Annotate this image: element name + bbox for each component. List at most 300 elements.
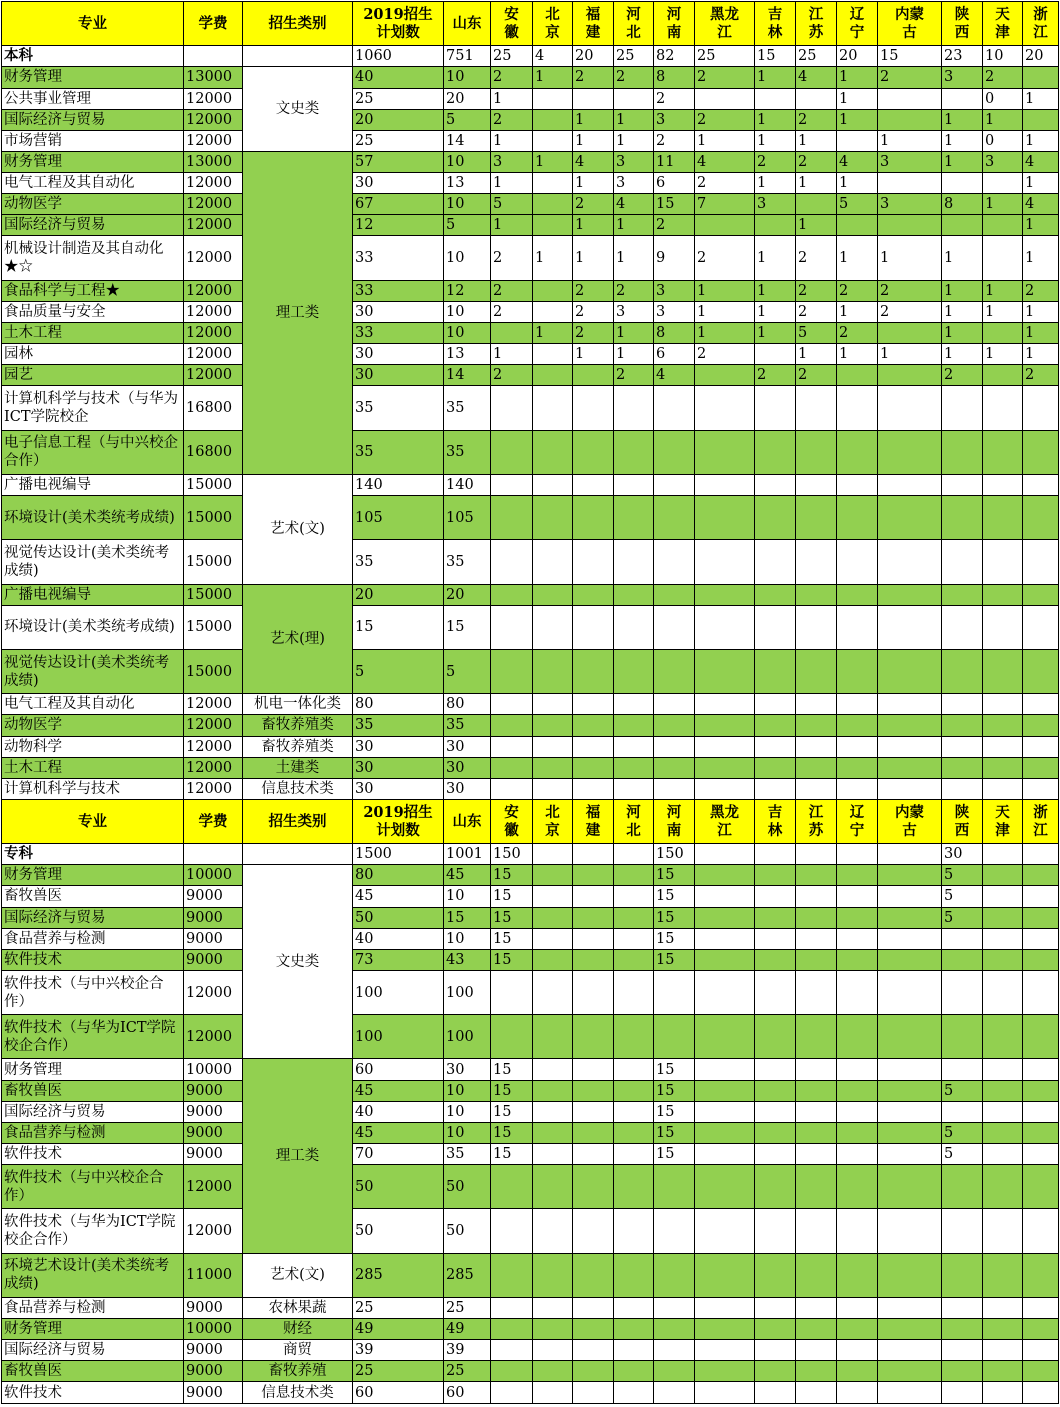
quota-cell [573,928,614,949]
quota-cell [573,1122,614,1143]
header-plan-total: 2019招生 计划数 [353,799,444,843]
quota-cell [942,1209,983,1253]
quota-cell [491,322,533,343]
table-row [2,865,1059,886]
quota-cell [654,778,695,799]
quota-cell [614,715,654,736]
quota-cell [654,584,695,605]
quota-cell: 15 [491,949,533,970]
quota-cell [942,1361,983,1382]
quota-cell: 10 [444,1080,491,1101]
quota-cell: 2 [654,130,695,151]
quota-cell [796,865,837,886]
category-cell: 艺术(文) [243,474,353,584]
quota-cell: 1 [796,215,837,236]
quota-cell [878,1015,942,1059]
header-neimenggu: 内蒙 古 [878,799,942,843]
quota-cell: 15 [654,1122,695,1143]
summary-cell: 25 [695,46,755,67]
summary-cell [837,844,878,865]
tuition-cell: 16800 [184,386,243,430]
quota-cell [491,1382,533,1404]
quota-cell [878,1382,942,1404]
quota-cell: 1 [942,344,983,365]
quota-cell [755,474,796,495]
major-name: 财务管理 [2,1319,184,1340]
quota-cell [837,584,878,605]
table-row [2,1101,1059,1122]
quota-cell: 140 [444,474,491,495]
quota-cell [837,215,878,236]
quota-cell [837,907,878,928]
enrollment-plan-table [1,1,1059,1404]
quota-cell [878,496,942,540]
quota-cell: 1 [983,344,1023,365]
quota-cell [755,1319,796,1340]
quota-cell: 3 [942,67,983,88]
quota-cell [614,1340,654,1361]
quota-cell [837,1382,878,1404]
quota-cell [878,757,942,778]
quota-cell: 2 [491,109,533,130]
quota-cell: 1 [1023,88,1059,109]
quota-cell [942,496,983,540]
table-row [2,173,1059,194]
header-anhui: 安 徽 [491,2,533,46]
plan-total-cell: 30 [353,344,444,365]
tuition-cell: 12000 [184,1209,243,1253]
quota-cell [695,540,755,584]
plan-total-cell: 40 [353,928,444,949]
quota-cell [942,1340,983,1361]
summary-cell: 82 [654,46,695,67]
quota-cell: 10 [444,151,491,172]
plan-total-cell: 33 [353,280,444,301]
quota-cell [695,778,755,799]
quota-cell [837,949,878,970]
quota-cell: 1 [573,173,614,194]
quota-cell [654,1382,695,1404]
quota-cell: 25 [444,1361,491,1382]
quota-cell [1023,865,1059,886]
quota-cell [796,1209,837,1253]
quota-cell: 15 [491,865,533,886]
quota-cell [796,1165,837,1209]
table-row [2,757,1059,778]
header-tianjin: 天 津 [983,799,1023,843]
quota-cell [755,1165,796,1209]
quota-cell [796,1015,837,1059]
plan-total-cell: 67 [353,194,444,215]
quota-cell [614,540,654,584]
quota-cell [573,474,614,495]
major-name: 公共事业管理 [2,88,184,109]
major-name: 软件技术 [2,949,184,970]
quota-cell: 1 [614,344,654,365]
quota-cell [533,1361,573,1382]
quota-cell [1023,109,1059,130]
quota-cell [533,1059,573,1080]
quota-cell [878,474,942,495]
quota-cell: 1 [983,109,1023,130]
plan-total-cell: 30 [353,173,444,194]
quota-cell [983,1122,1023,1143]
quota-cell [942,474,983,495]
quota-cell: 15 [444,907,491,928]
major-name: 市场营销 [2,130,184,151]
quota-cell [837,757,878,778]
quota-cell [878,365,942,386]
quota-cell [837,1361,878,1382]
quota-cell [983,736,1023,757]
quota-cell [755,1297,796,1318]
quota-cell: 15 [491,1101,533,1122]
quota-cell [1023,1143,1059,1164]
quota-cell [614,736,654,757]
tuition-cell: 9000 [184,928,243,949]
quota-cell [755,1015,796,1059]
quota-cell [837,1165,878,1209]
header-jiangsu: 江 苏 [796,2,837,46]
plan-total-cell: 100 [353,1015,444,1059]
quota-cell: 35 [444,386,491,430]
quota-cell [654,430,695,474]
tuition-cell: 12000 [184,365,243,386]
quota-cell: 2 [695,236,755,280]
quota-cell [837,386,878,430]
major-name: 软件技术（与华为ICT学院校企合作） [2,1015,184,1059]
quota-cell [983,1015,1023,1059]
quota-cell: 1 [491,173,533,194]
category-cell: 机电一体化类 [243,694,353,715]
quota-cell: 2 [796,151,837,172]
major-name: 机械设计制造及其自动化★☆ [2,236,184,280]
quota-cell [983,865,1023,886]
quota-cell [614,865,654,886]
header-shaanxi: 陕 西 [942,799,983,843]
quota-cell [533,1209,573,1253]
quota-cell [695,474,755,495]
major-name: 视觉传达设计(美术类统考成绩) [2,649,184,693]
quota-cell [837,649,878,693]
quota-cell: 15 [654,1143,695,1164]
quota-cell: 5 [942,1143,983,1164]
quota-cell: 2 [878,67,942,88]
quota-cell [878,1122,942,1143]
quota-cell: 2 [614,365,654,386]
quota-cell [796,1101,837,1122]
header-beijing: 北 京 [533,799,573,843]
quota-cell [573,430,614,474]
quota-cell [654,474,695,495]
quota-cell: 1 [755,109,796,130]
tuition-cell: 12000 [184,280,243,301]
major-name: 国际经济与贸易 [2,907,184,928]
quota-cell: 3 [755,194,796,215]
summary-cell [573,844,614,865]
quota-cell [755,1143,796,1164]
table-row [2,1165,1059,1209]
quota-cell [491,605,533,649]
quota-cell: 1 [755,173,796,194]
quota-cell [533,1165,573,1209]
quota-cell [878,1080,942,1101]
major-name: 国际经济与贸易 [2,215,184,236]
quota-cell [491,1361,533,1382]
header-jilin: 吉 林 [755,2,796,46]
quota-cell [491,694,533,715]
quota-cell: 10 [444,194,491,215]
quota-cell [573,970,614,1014]
quota-cell [573,865,614,886]
quota-cell [796,907,837,928]
quota-cell [878,584,942,605]
summary-cell [184,46,243,67]
table-row [2,1361,1059,1382]
quota-cell [837,540,878,584]
quota-cell: 1 [983,301,1023,322]
quota-cell [614,1122,654,1143]
quota-cell: 1 [614,109,654,130]
quota-cell [533,928,573,949]
quota-cell [654,1209,695,1253]
quota-cell [796,474,837,495]
quota-cell: 2 [491,365,533,386]
quota-cell [533,365,573,386]
quota-cell [573,778,614,799]
tuition-cell: 13000 [184,151,243,172]
quota-cell [755,865,796,886]
quota-cell: 3 [654,301,695,322]
quota-cell: 2 [837,280,878,301]
quota-cell [755,886,796,907]
quota-cell [654,605,695,649]
quota-cell: 10 [444,67,491,88]
major-name: 软件技术 [2,1143,184,1164]
quota-cell [983,236,1023,280]
quota-cell: 1 [878,344,942,365]
quota-cell: 2 [491,236,533,280]
quota-cell: 35 [444,430,491,474]
quota-cell: 13 [444,173,491,194]
category-cell: 畜牧养殖类 [243,715,353,736]
quota-cell: 35 [444,715,491,736]
quota-cell [533,1382,573,1404]
major-name: 畜牧兽医 [2,1080,184,1101]
quota-cell [837,865,878,886]
header-anhui: 安 徽 [491,799,533,843]
category-cell: 理工类 [243,151,353,474]
quota-cell [573,584,614,605]
header-plan-total: 2019招生 计划数 [353,2,444,46]
quota-cell [614,584,654,605]
major-name: 园艺 [2,365,184,386]
tuition-cell: 10000 [184,1319,243,1340]
quota-cell: 2 [755,151,796,172]
quota-cell: 30 [444,778,491,799]
section-summary-row [2,46,1059,67]
tuition-cell: 10000 [184,1059,243,1080]
quota-cell [491,496,533,540]
tuition-cell: 12000 [184,757,243,778]
quota-cell [695,1101,755,1122]
major-name: 国际经济与贸易 [2,1101,184,1122]
quota-cell [878,715,942,736]
quota-cell [837,778,878,799]
quota-cell: 6 [654,344,695,365]
quota-cell [695,584,755,605]
table-row [2,344,1059,365]
quota-cell [755,1059,796,1080]
quota-cell [796,715,837,736]
plan-total-cell: 12 [353,215,444,236]
plan-total-cell: 25 [353,130,444,151]
table-row [2,1297,1059,1318]
tuition-cell: 12000 [184,236,243,280]
plan-total-cell: 35 [353,386,444,430]
quota-cell [878,970,942,1014]
quota-cell [614,757,654,778]
quota-cell [695,365,755,386]
quota-cell [983,322,1023,343]
quota-cell [695,736,755,757]
quota-cell: 1 [614,130,654,151]
major-name: 环境设计(美术类统考成绩) [2,496,184,540]
quota-cell: 15 [491,1059,533,1080]
tuition-cell: 15000 [184,605,243,649]
plan-total-cell: 50 [353,907,444,928]
quota-cell: 2 [491,67,533,88]
quota-cell: 1 [878,236,942,280]
table-row [2,67,1059,88]
quota-cell [755,344,796,365]
quota-cell [837,1319,878,1340]
table-row [2,215,1059,236]
tuition-cell: 9000 [184,1080,243,1101]
quota-cell [942,1382,983,1404]
quota-cell [878,215,942,236]
quota-cell [755,1122,796,1143]
tuition-cell: 12000 [184,1165,243,1209]
quota-cell: 2 [491,301,533,322]
quota-cell [573,886,614,907]
quota-cell [573,736,614,757]
plan-total-cell: 70 [353,1143,444,1164]
tuition-cell: 12000 [184,970,243,1014]
quota-cell [837,970,878,1014]
quota-cell: 15 [654,928,695,949]
table-row [2,694,1059,715]
quota-cell [942,88,983,109]
tuition-cell: 12000 [184,215,243,236]
quota-cell: 13 [444,344,491,365]
plan-total-cell: 40 [353,67,444,88]
quota-cell: 1 [491,215,533,236]
major-name: 动物医学 [2,194,184,215]
quota-cell [1023,67,1059,88]
quota-cell [755,1382,796,1404]
plan-total-cell: 105 [353,496,444,540]
quota-cell [1023,540,1059,584]
quota-cell: 2 [573,301,614,322]
major-name: 国际经济与贸易 [2,1340,184,1361]
quota-cell: 2 [1023,365,1059,386]
table-row [2,496,1059,540]
tuition-cell: 9000 [184,949,243,970]
quota-cell [533,605,573,649]
plan-total-cell: 100 [353,970,444,1014]
plan-total-cell: 25 [353,1297,444,1318]
quota-cell [491,540,533,584]
header-tianjin: 天 津 [983,2,1023,46]
quota-cell: 35 [444,540,491,584]
header-tuition: 学费 [184,2,243,46]
tuition-cell: 9000 [184,1101,243,1122]
major-name: 财务管理 [2,151,184,172]
table-row [2,1209,1059,1253]
quota-cell [755,949,796,970]
quota-cell [695,886,755,907]
header-shandong: 山东 [444,2,491,46]
major-name: 土木工程 [2,322,184,343]
header-category: 招生类别 [243,2,353,46]
quota-cell: 14 [444,365,491,386]
quota-cell [695,605,755,649]
quota-cell [654,649,695,693]
table-row [2,88,1059,109]
quota-cell: 15 [654,194,695,215]
tuition-cell: 9000 [184,1297,243,1318]
quota-cell [942,649,983,693]
quota-cell [1023,584,1059,605]
quota-cell [983,1253,1023,1297]
quota-cell [654,1361,695,1382]
quota-cell [755,736,796,757]
quota-cell [796,694,837,715]
tuition-cell: 12000 [184,778,243,799]
major-name: 视觉传达设计(美术类统考成绩) [2,540,184,584]
table-row [2,1340,1059,1361]
quota-cell [533,715,573,736]
quota-cell [983,1101,1023,1122]
quota-cell [837,715,878,736]
summary-cell [243,46,353,67]
quota-cell [533,694,573,715]
quota-cell [796,1361,837,1382]
quota-cell: 4 [614,194,654,215]
plan-total-cell: 33 [353,322,444,343]
quota-cell: 1 [695,130,755,151]
major-name: 畜牧兽医 [2,886,184,907]
quota-cell: 1 [614,215,654,236]
quota-cell: 1 [491,88,533,109]
quota-cell [695,1209,755,1253]
tuition-cell: 13000 [184,67,243,88]
major-name: 土木工程 [2,757,184,778]
tuition-cell: 12000 [184,88,243,109]
quota-cell: 4 [1023,151,1059,172]
quota-cell [796,430,837,474]
quota-cell: 10 [444,1122,491,1143]
quota-cell: 1 [533,151,573,172]
tuition-cell: 12000 [184,194,243,215]
summary-cell: 20 [1023,46,1059,67]
header-heilongjiang: 黑龙 江 [695,799,755,843]
quota-cell [491,649,533,693]
tuition-cell: 12000 [184,301,243,322]
quota-cell [796,496,837,540]
quota-cell [796,949,837,970]
